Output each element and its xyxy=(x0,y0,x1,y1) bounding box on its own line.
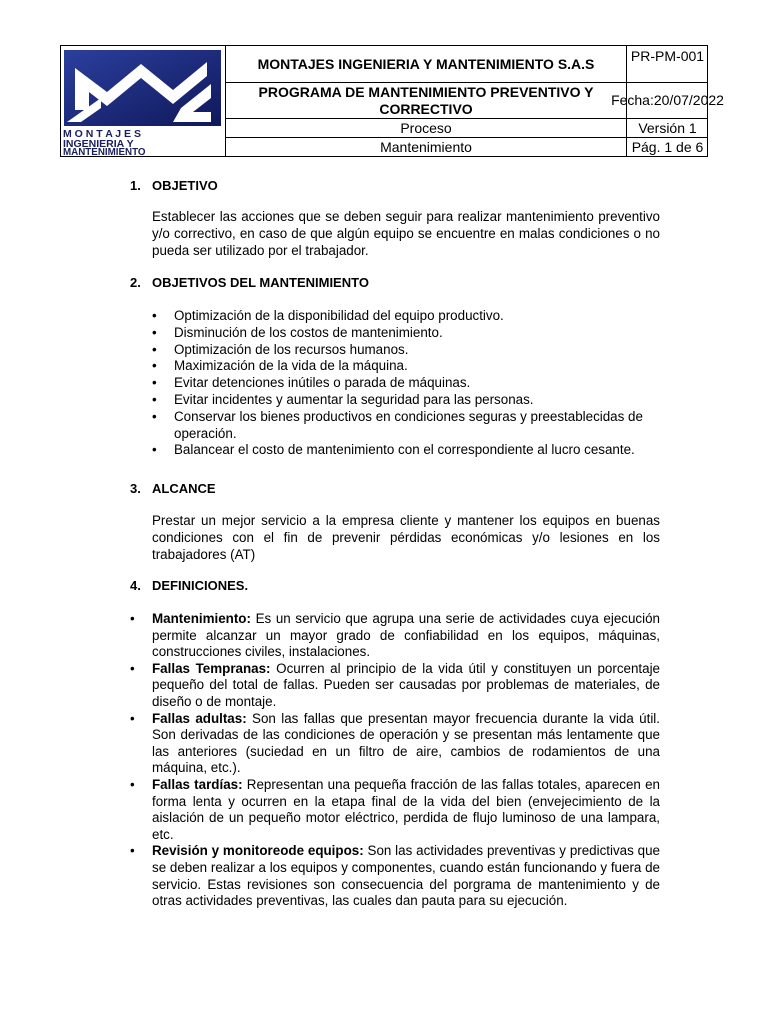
definition-item xyxy=(130,777,660,843)
version-cell: Versión 1 xyxy=(627,119,708,138)
definition-item xyxy=(130,661,660,711)
company-logo xyxy=(61,46,226,156)
definition-text: Es un servicio que agrupa una serie de actividades cuya ejecución permite alcanzar un mayor grado de confiabilidad en los equipos, máquinas, construcciones civiles, instalaciones. xyxy=(152,611,660,660)
company-name-cell: MONTAJES INGENIERIA Y MANTENIMIENTO S.A.S xyxy=(226,46,627,83)
definition-term: Fallas Tempranas: xyxy=(152,660,271,676)
logo-text-line1: M O N T A J E S xyxy=(63,128,141,140)
definition-term: Revisión y monitoreode equipos: xyxy=(152,843,364,859)
document-code-cell: PR-PM-001 xyxy=(627,46,708,83)
program-title-cell: PROGRAMA DE MANTENIMIENTO PREVENTIVO Y CORRECTIVO xyxy=(226,83,627,119)
definition-item xyxy=(130,843,660,909)
definition-term: Fallas tardías: xyxy=(152,776,243,792)
section-1-heading xyxy=(130,178,218,193)
definition-item xyxy=(130,711,660,777)
logo-text-line2: INGENIERIA Y xyxy=(63,138,134,150)
page-number-cell: Pág. 1 de 6 xyxy=(631,138,704,155)
definition-text: Son las fallas que presentan mayor frecuencia durante la vida útil. Son derivadas de las condiciones de operación y se presentan más lentamente que las anteriores (suciedad en un filtro de aire, cambios de rodamientos de una máquina, etc.). xyxy=(152,710,660,776)
definition-term: Fallas adultas: xyxy=(152,710,247,726)
section-3-heading xyxy=(130,481,216,496)
list-item: • Optimización de los recursos humanos. xyxy=(152,342,660,359)
section-number: 4. xyxy=(130,578,141,593)
section-title: ALCANCE xyxy=(152,481,216,496)
objective-paragraph: Establecer las acciones que se deben seguir para realizar mantenimiento preventivo y/o correctivo, en caso de que algún equipo se encuentre en malas condiciones o no pueda ser utilizado por el trabajador. xyxy=(152,209,660,258)
document-header-table xyxy=(60,45,724,157)
definition-text: Son las actividades preventivas y predictivas que se deben realizar a los equipos y componentes, cuando están funcionando y fuera de servicio. Estas revisiones son consecuencia del porgrama de mantenimiento y de otras actividades preventivas, las cuales dan pauta para su ejecución. xyxy=(152,843,660,909)
logo-text-line3: MANTENIMIENTO xyxy=(63,147,146,156)
definition-text: Representan una pequeña fracción de las fallas totales, aparecen en forma lenta y ocurren en la etapa final de la vida del bien (envejecimiento de la aislación de un pequeño motor eléctrico, perdida de flujo luminoso de una lampara, etc. xyxy=(152,776,660,842)
section-title: OBJETIVOS DEL MANTENIMIENTO xyxy=(152,275,369,290)
section-2-heading xyxy=(130,275,369,290)
section-number: 2. xyxy=(130,275,141,290)
list-item: • Evitar incidentes y aumentar la seguridad para las personas. xyxy=(152,392,660,409)
section-title: OBJETIVO xyxy=(152,178,218,193)
definitions-list xyxy=(130,611,660,910)
process-label-cell: Proceso xyxy=(226,119,627,138)
maintenance-objectives-list xyxy=(152,308,660,459)
list-item: • Balancear el costo de mantenimiento con el correspondiente al lucro cesante. xyxy=(152,442,660,459)
list-item: • Disminución de los costos de mantenimiento. xyxy=(152,325,660,342)
section-4-heading xyxy=(130,578,248,593)
list-item: • Conservar los bienes productivos en condiciones seguras y preestablecidas de operación. xyxy=(152,409,660,443)
definition-term: Mantenimiento: xyxy=(152,611,251,626)
process-value-cell: Mantenimiento xyxy=(226,138,627,156)
scope-paragraph: Prestar un mejor servicio a la empresa cliente y mantener los equipos en buenas condiciones con el fin de prevenir pérdidas económicas y/o lesiones en los trabajadores (AT) xyxy=(152,513,660,562)
definition-text: Ocurren al principio de la vida útil y constituyen un porcentaje pequeño del total de fallas. Pueden ser causadas por problemas de materiales, de diseño o de montaje. xyxy=(152,660,661,709)
list-item: • Optimización de la disponibilidad del equipo productivo. xyxy=(152,308,660,325)
list-item: • Evitar detenciones inútiles o parada de máquinas. xyxy=(152,375,660,392)
list-item: • Maximización de la vida de la máquina. xyxy=(152,358,660,375)
section-title: DEFINICIONES. xyxy=(152,578,249,593)
date-cell: Fecha:20/07/2022 xyxy=(627,83,708,119)
definition-item xyxy=(130,611,660,661)
section-number: 1. xyxy=(130,178,141,193)
section-number: 3. xyxy=(130,481,141,496)
